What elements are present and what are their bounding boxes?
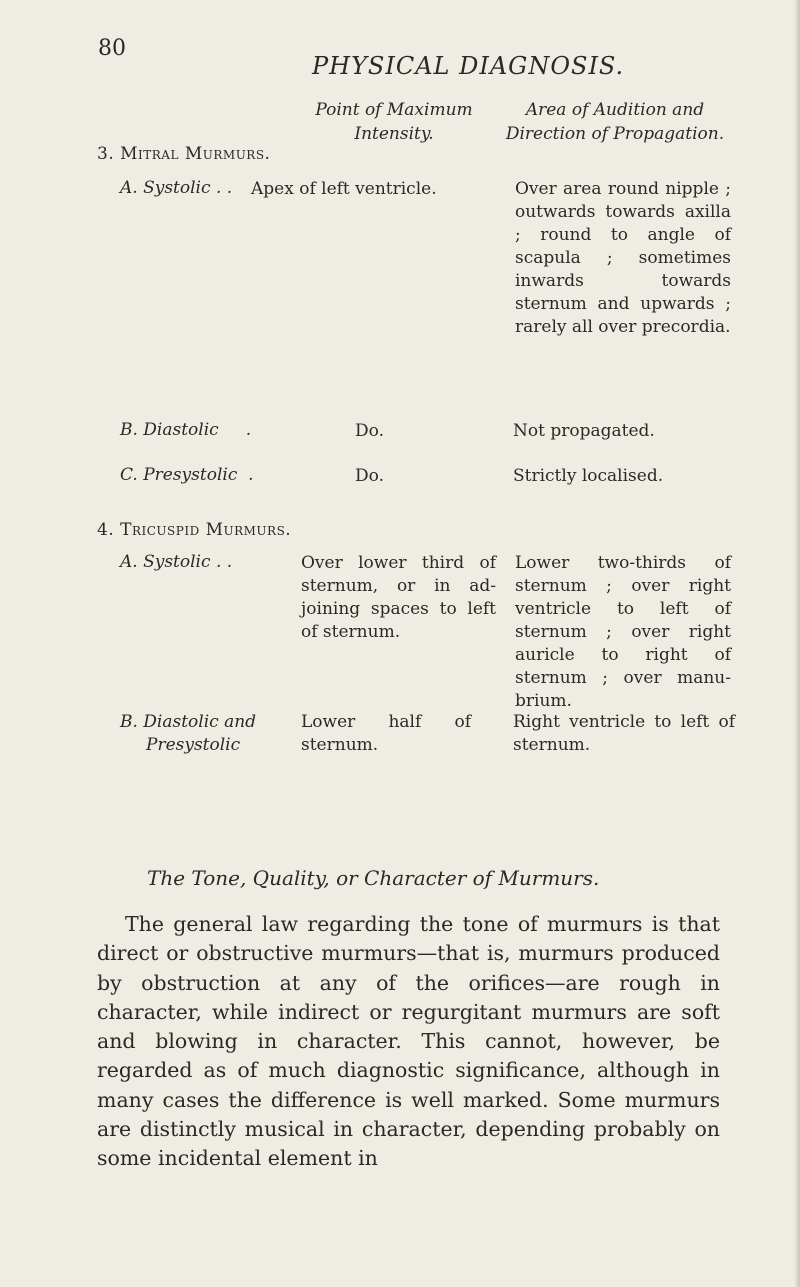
tricuspid-heading: 4. Tricuspid Murmurs. <box>97 520 292 540</box>
row-label: A. Systolic . . <box>120 552 233 572</box>
row-label: A. Systolic . . <box>120 178 233 198</box>
point-cell: Over lower third of sternum, or in ad- joining spaces to left of sternum. <box>301 553 496 642</box>
area-cell: Over area round nipple ; outwards towards axilla ; round to angle of scapula ; sometimes inwards towards sternum and upwards ; rarely all over precordia. <box>515 179 731 337</box>
row-label: B. Diastolic and Presystolic <box>120 712 257 755</box>
body-paragraph: The general law regarding the tone of murmurs is that direct or obstructive murmurs—that is, murmurs produced by obstruction at any of the orifices—are rough in character, while indirect or regurgitant murmurs are soft and blowing in character. This cannot, however, be regarded as of much diagnostic significance, although in many cases the difference is well marked. Some murmurs are distinctly musical in character, depending probably on some incidental element in <box>97 912 720 1171</box>
section-heading: The Tone, Quality, or Character of Murmurs. <box>147 866 600 890</box>
running-head: PHYSICAL DIAGNOSIS. <box>312 52 625 80</box>
area-cell: Strictly localised. <box>513 466 664 486</box>
point-cell: Do. <box>355 466 384 486</box>
mitral-heading: 3. Mitral Murmurs. <box>97 144 271 164</box>
point-cell: Apex of left ventricle. <box>251 179 437 199</box>
row-label: B. Diastolic . <box>120 420 252 440</box>
column-heading-point: Point of Maximum Intensity. <box>315 100 473 144</box>
area-cell: Not propagated. <box>513 421 655 441</box>
area-cell: Right ventricle to left of sternum. <box>513 712 735 755</box>
column-heading-area: Area of Audition and Direction of Propagation. <box>505 100 725 144</box>
row-label: C. Presystolic . <box>120 465 254 485</box>
page-number: 80 <box>98 36 126 61</box>
area-cell: Lower two-thirds of sternum ; over right ventricle to left of sternum ; over right auricle to right of sternum ; over manu- brium. <box>515 553 731 711</box>
point-cell: Do. <box>355 421 384 441</box>
point-cell: Lower half of sternum. <box>301 712 471 755</box>
page-edge-shadow <box>794 0 800 1287</box>
